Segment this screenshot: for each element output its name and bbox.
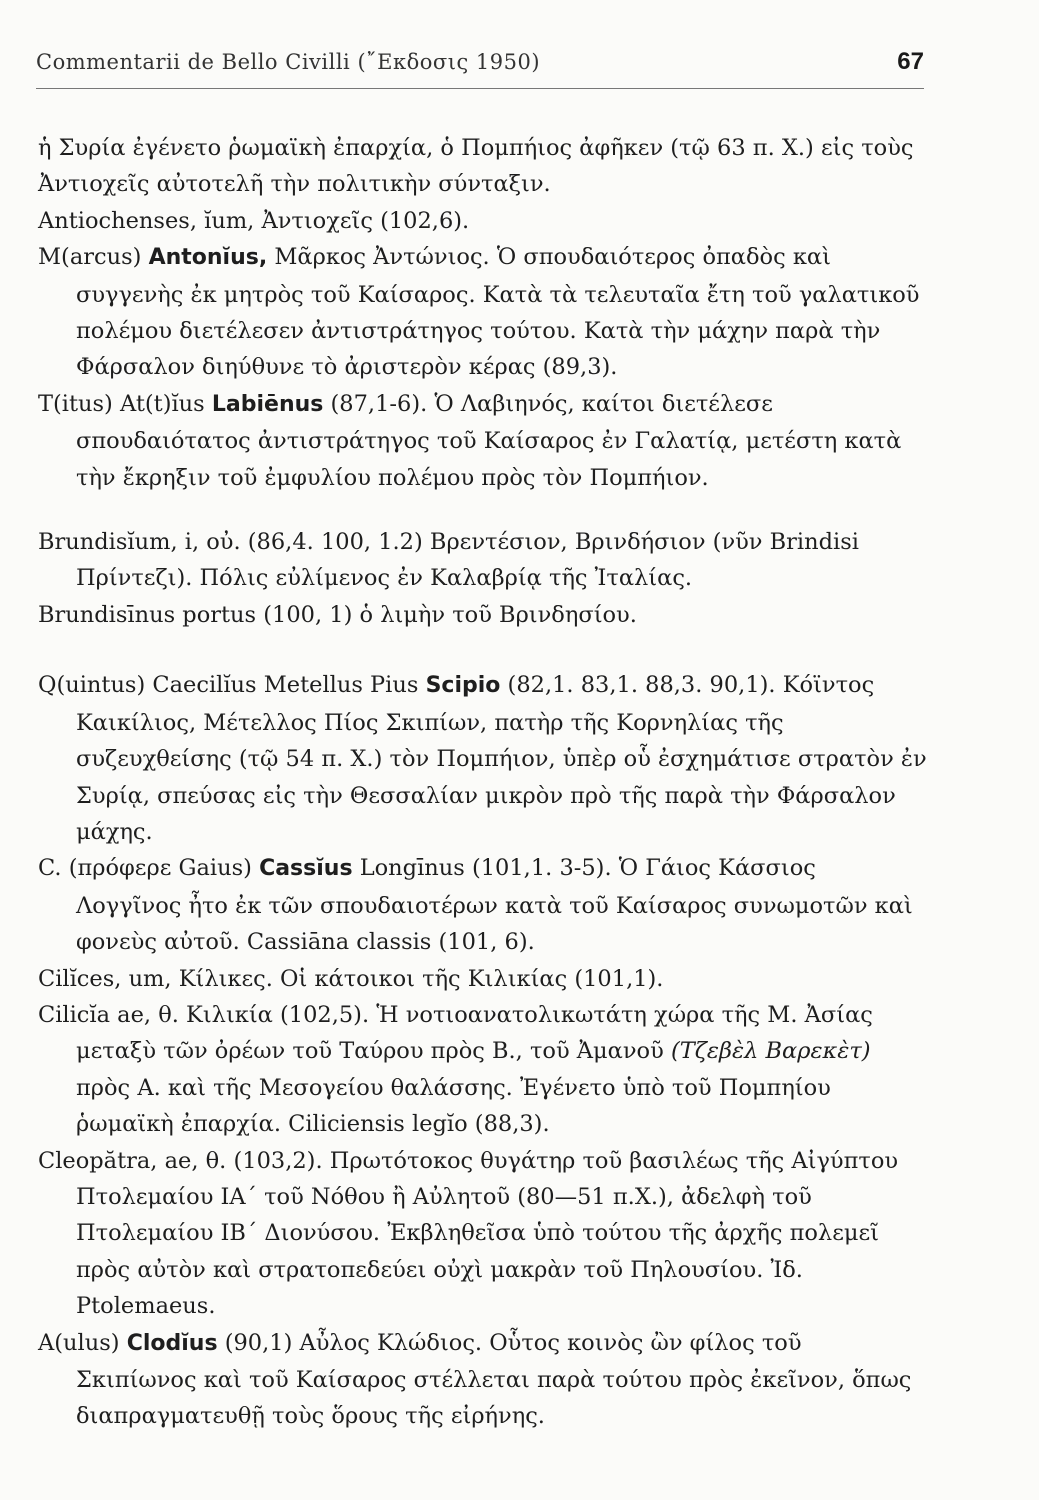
- running-title: Commentarii de Bello Civilli (῎Εκδοσις 1950): [36, 50, 541, 74]
- section-gap: [38, 496, 928, 524]
- entry-text: Longīnus (101,1. 3-5). Ὁ Γάιος Κάσσιος Λογγῖνος ἦτο ἐκ τῶν σπουδαιοτέρων κατὰ τοῦ Καίσαρος συνωμοτῶν καὶ φονεὺς αὐτοῦ. Cassiāna classis (101, 6).: [76, 855, 913, 956]
- section-gap: [38, 633, 928, 667]
- headword: Scipio: [425, 673, 501, 699]
- entry-text: (82,1. 83,1. 88,3. 90,1). Κόϊντος Καικίλιος, Μέτελλος Πίος Σκιπίων, πατὴρ τῆς Κορνηλίας τῆς συζευχθείσης (τῷ 54 π. Χ.) τὸν Πομπήιον, ὑπὲρ οὗ ἐσχημάτισε στρατὸν ἐν Συρίᾳ, σπεύσας εἰς τὴν Θεσσαλίαν μικρὸν πρὸ τῆς παρὰ τὴν Φάρσαλον μάχης.: [76, 672, 927, 845]
- entry-text: Q(uintus) Caecilĭus Metellus Pius: [38, 672, 426, 699]
- header-rule: [36, 88, 924, 89]
- entry-text: Antiochenses, ĭum, Ἀντιοχεῖς (102,6).: [38, 207, 470, 234]
- entry-brundisium: [38, 524, 928, 597]
- entry-cassius: [38, 850, 928, 960]
- entry-text: (87,1-6). Ὁ Λαβιηνός, καίτοι διετέλεσε σπουδαιότατος ἀντιστράτηγος τοῦ Καίσαρος ἐν Γαλατίᾳ, μετέστη κατὰ τὴν ἔκρηξιν τοῦ ἐμφυλίου πολέμου πρὸς τὸν Πομπήιον.: [76, 390, 902, 491]
- entry-cilices: [38, 961, 928, 997]
- entry-text: ἡ Συρία ἐγένετο ῥωμαϊκὴ ἐπαρχία, ὁ Πομπήιος ἀφῆκεν (τῷ 63 π. Χ.) εἰς τοὺς Ἀντιοχεῖς αὐτοτελῆ τὴν πολιτικὴν σύνταξιν.: [38, 135, 914, 198]
- entry-text: Brundisĭum, i, οὐ. (86,4. 100, 1.2) Βρεντέσιον, Βρινδήσιον (νῦν Brindisi Πρίντεζι). Πόλις εὐλίμενος ἐν Καλαβρίᾳ τῆς Ἰταλίας.: [38, 529, 859, 592]
- entry-labienus: [38, 386, 928, 496]
- page-header: [36, 42, 924, 82]
- entry-scipio: [38, 667, 928, 850]
- entry-text: Cilicĭa ae, θ. Κιλικία (102,5). Ἡ νοτιοανατολικωτάτη χώρα τῆς Μ. Ἀσίας μεταξὺ τῶν ὀρέων τοῦ Ταύρου πρὸς Β., τοῦ Ἀμανοῦ: [38, 1001, 873, 1065]
- entry-text: πρὸς Α. καὶ τῆς Μεσογείου θαλάσσης. Ἐγένετο ὑπὸ τοῦ Πομπηίου ῥωμαϊκὴ ἐπαρχία. Ciliciensis legĭo (88,3).: [76, 1074, 831, 1138]
- headword: Labiēnus: [211, 391, 324, 417]
- entry-text: Μᾶρκος Ἀντώνιος. Ὁ σπουδαιότερος ὀπαδὸς καὶ συγγενὴς ἐκ μητρὸς τοῦ Καίσαρος. Κατὰ τὰ τελευταῖα ἔτη τοῦ γαλατικοῦ πολέμου διετέλεσεν ἀντιστράτηγος τούτου. Κατὰ τὴν μάχην παρὰ τὴν Φάρσαλον διηύθυνε τὸ ἀριστερὸν κέρας (89,3).: [76, 244, 920, 381]
- headword: Antonĭus,: [148, 245, 268, 271]
- entry-text: (90,1) Αὖλος Κλώδιος. Οὗτος κοινὸς ὢν φίλος τοῦ Σκιπίωνος καὶ τοῦ Καίσαρος στέλλεται παρὰ τούτου πρὸς ἐκεῖνον, ὅπως διαπραγματευθῇ τοὺς ὅρους τῆς εἰρήνης.: [76, 1329, 912, 1430]
- entry-text: A(ulus): [38, 1329, 127, 1356]
- entry-text: Cilĭces, um, Κίλικες. Οἱ κάτοικοι τῆς Κιλικίας (101,1).: [38, 965, 664, 992]
- headword: Clodĭus: [126, 1330, 218, 1356]
- entry-antiochenses: [38, 203, 928, 239]
- entry-clodius: [38, 1325, 928, 1435]
- entry-text: M(arcus): [38, 244, 149, 271]
- entry-text: T(itus) At(t)ĭus: [38, 390, 212, 417]
- entry-text: C. (πρόφερε Gaius): [38, 855, 260, 882]
- entry-cleopatra: [38, 1143, 928, 1325]
- dictionary-text: [38, 130, 928, 1435]
- page-number: 67: [897, 48, 924, 75]
- entry-text: Brundisīnus portus (100, 1) ὁ λιμὴν τοῦ Βρινδησίου.: [38, 601, 637, 628]
- headword: Cassĭus: [259, 856, 353, 882]
- entry-brundisinus: [38, 597, 928, 633]
- entry-antonius: [38, 239, 928, 386]
- entry-cilicia: [38, 997, 928, 1143]
- entry-syria-cont: [38, 130, 928, 203]
- entry-text: Cleopătra, ae, θ. (103,2). Πρωτότοκος θυγάτηρ τοῦ βασιλέως τῆς Αἰγύπτου Πτολεμαίου ΙΑ΄ τοῦ Νόθου ἢ Αὐλητοῦ (80—51 π.Χ.), ἀδελφὴ τοῦ Πτολεμαίου ΙΒ΄ Διονύσου. Ἐκβληθεῖσα ὑπὸ τούτου τῆς ἀρχῆς πολεμεῖ πρὸς αὐτὸν καὶ στρατοπεδεύει οὐχὶ μακρὰν τοῦ Πηλουσίου. Ἰδ. Ptolemaeus.: [38, 1147, 899, 1320]
- italic-text: (Τζεβὲλ Βαρεκὲτ): [670, 1038, 871, 1065]
